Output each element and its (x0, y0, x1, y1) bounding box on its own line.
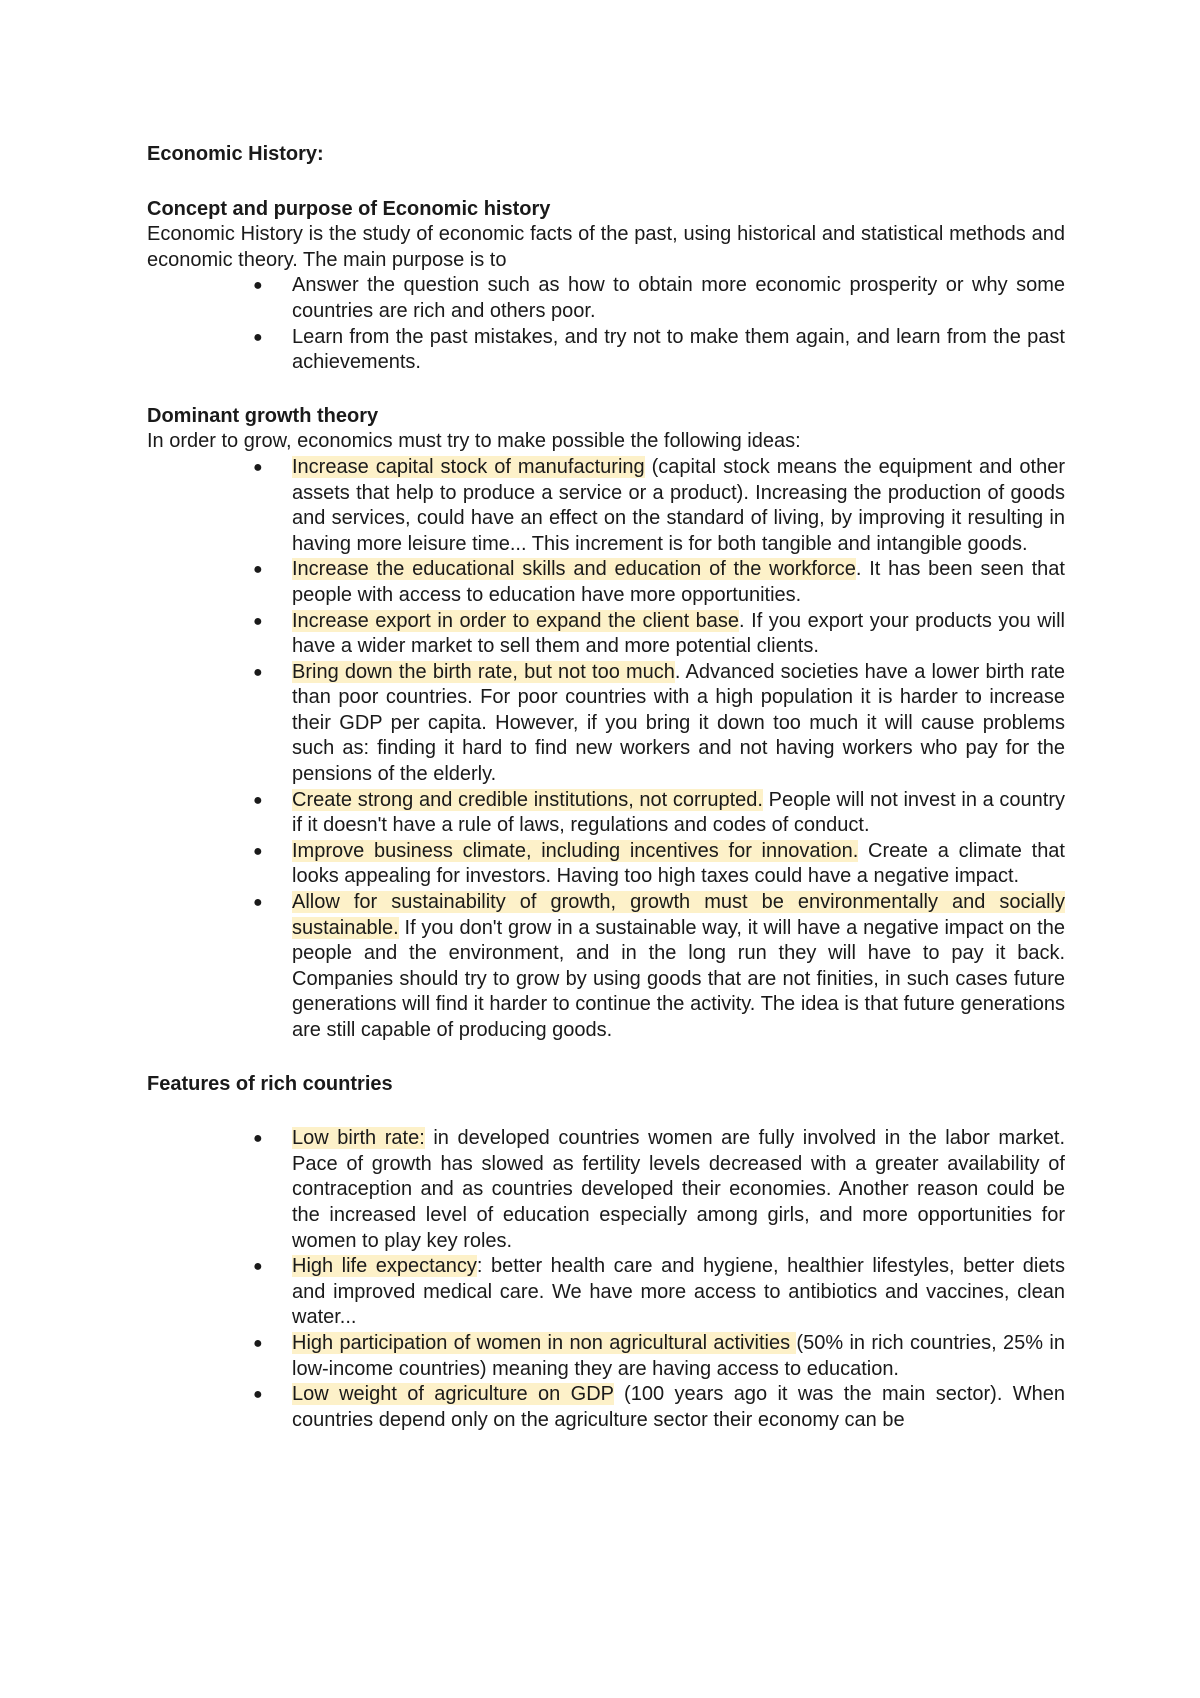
bullet-icon: ● (253, 791, 263, 809)
list-item (147, 455, 1065, 557)
section-heading-growth: Dominant growth theory (147, 404, 379, 427)
highlighted-text: Create strong and credible institutions, not corrupted. (292, 788, 763, 811)
bullet-icon: ● (253, 663, 263, 681)
bullet-icon: ● (253, 1258, 263, 1276)
bullet-icon: ● (253, 1386, 263, 1404)
bullet-icon: ● (253, 277, 263, 295)
list-item (147, 273, 1065, 324)
highlighted-text: Low birth rate: (292, 1127, 425, 1150)
section-intro-concept: Economic History is the study of economic facts of the past, using historical and statistical methods and economic theory. The main purpose is to (147, 223, 1065, 271)
item-text: Create a climate that looks appealing for investors. Having too high taxes could have a negative impact. (292, 839, 1065, 888)
bullet-icon: ● (253, 561, 263, 579)
section-heading-concept: Concept and purpose of Economic history (147, 197, 551, 220)
highlighted-text: High life expectancy (292, 1255, 477, 1278)
item-text: . It has been seen that people with access to education have more opportunities. (292, 558, 1065, 606)
section-intro-growth: In order to grow, economics must try to make possible the following ideas: (147, 430, 801, 453)
bullet-icon: ● (253, 328, 263, 346)
highlighted-text: Improve business climate, including incentives for innovation. (292, 839, 859, 862)
list-item (147, 788, 1065, 839)
bullet-icon: ● (253, 1334, 263, 1352)
bullet-list-features (147, 1126, 1065, 1433)
bullet-list-concept (147, 273, 1065, 375)
item-text: (100 years ago it was the main sector). When countries depend only on the agriculture sector their economy can be (292, 1383, 1065, 1431)
list-item (147, 660, 1065, 788)
document-page (147, 142, 1065, 1433)
list-item (147, 1331, 1065, 1382)
item-text: in developed countries women are fully involved in the labor market. Pace of growth has slowed as fertility levels decreased with a greater availability of contraception and as countries developed their economies. Another reason could be the increased level of education especially among girls, and more opportunities for women to play key roles. (292, 1127, 1065, 1252)
bullet-icon: ● (253, 894, 263, 912)
document-title: Economic History: (147, 143, 324, 165)
list-item (147, 557, 1065, 608)
highlighted-text: Increase the educational skills and education of the workforce (292, 558, 856, 581)
list-item (147, 839, 1065, 890)
bullet-icon: ● (253, 612, 263, 630)
list-item (147, 1254, 1065, 1331)
list-item (147, 890, 1065, 1044)
list-item (147, 1126, 1065, 1254)
list-item (147, 325, 1065, 376)
item-text: . If you export your products you will have a wider market to sell them and more potential clients. (292, 609, 1065, 658)
bullet-list-growth (147, 455, 1065, 1044)
highlighted-text: High participation of women in non agricultural activities (292, 1331, 797, 1354)
item-text: Answer the question such as how to obtain more economic prosperity or why some countries are rich and others poor. (292, 274, 1065, 322)
bullet-icon: ● (253, 458, 263, 476)
item-text: . Advanced societies have a lower birth rate than poor countries. For poor countries with a high population it is harder to increase their GDP per capita. However, if you bring it down too much it will cause problems such as: finding it hard to find new workers and not having workers who pay for the pensions of the elderly. (292, 660, 1065, 786)
bullet-icon: ● (253, 842, 263, 860)
highlighted-text: Bring down the birth rate, but not too much (292, 660, 675, 683)
bullet-icon: ● (253, 1130, 263, 1148)
section-heading-features: Features of rich countries (147, 1072, 393, 1095)
highlighted-text: Low weight of agriculture on GDP (292, 1383, 614, 1406)
item-text: (50% in rich countries, 25% in low-income countries) meaning they are having access to education. (292, 1331, 1065, 1380)
item-text: Learn from the past mistakes, and try not to make them again, and learn from the past achievements. (292, 325, 1065, 374)
highlighted-text: Allow for sustainability of growth, growth must be environmentally and socially sustainable. (292, 891, 1065, 939)
list-item (147, 1382, 1065, 1433)
highlighted-text: Increase capital stock of manufacturing (292, 455, 645, 478)
item-text: People will not invest in a country if it doesn't have a rule of laws, regulations and codes of conduct. (292, 788, 1065, 837)
item-text: : better health care and hygiene, healthier lifestyles, better diets and improved medical care. We have more access to antibiotics and vaccines, clean water... (292, 1255, 1065, 1329)
highlighted-text: Increase export in order to expand the client base (292, 609, 740, 632)
item-text: If you don't grow in a sustainable way, it will have a negative impact on the people and the environment, and in the long run they will have to pay it back. Companies should try to grow by using goods that are not finities, in such cases future generations will find it harder to continue the activity. The idea is that future generations are still capable of producing goods. (292, 916, 1065, 1041)
item-text: (capital stock means the equipment and other assets that help to produce a service or a product). Increasing the production of goods and services, could have an effect on the standard of living, by improving it resulting in having more leisure time... This increment is for both tangible and intangible goods. (292, 455, 1065, 555)
list-item (147, 609, 1065, 660)
